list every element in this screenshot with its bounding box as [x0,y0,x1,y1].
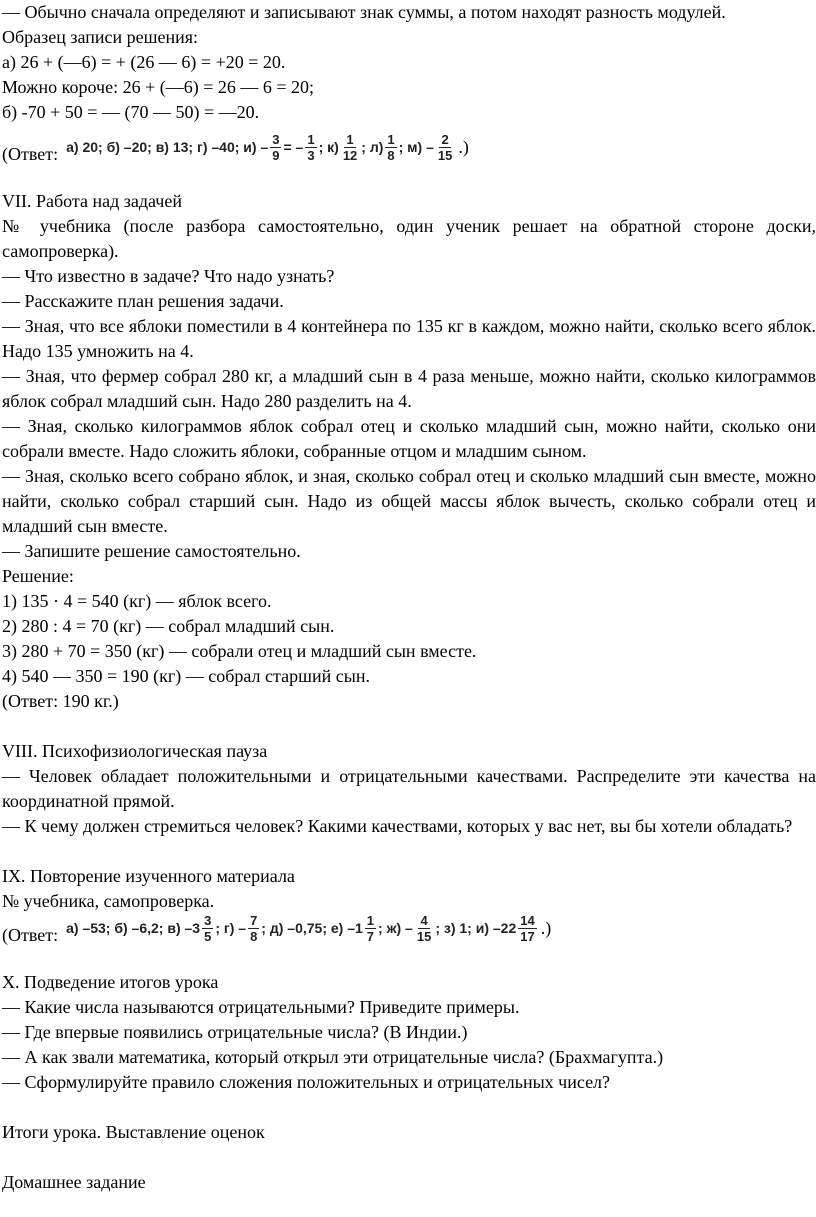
section-7-q1: — Что известно в задаче? Что надо узнать? [2,266,335,286]
section-7-s2: — Зная, что фермер собрал 280 кг, а младший сын в 4 раза меньше, можно найти, сколько килограммов яблок собрал младший сын. Надо 280 разделить на 4. [2,366,816,411]
ans2-b: б) –6,2; [114,920,164,936]
answer-1-math [66,132,469,163]
ans2-g: ; г) – [215,920,247,936]
fraction-3-5: $\frac{3}{5}$ [204,913,212,944]
section-9-intro: № учебника, самопроверка. [2,891,215,911]
section-7-s1: — Зная, что все яблоки поместили в 4 контейнера по 135 кг в каждом, можно найти, сколько всего яблок. Надо 135 умножить на 4. [2,316,816,361]
ans2-zh: ; ж) – [378,920,413,936]
answer-2-open: (Ответ: [2,925,59,945]
fraction-1-8: $\frac{1}{8}$ [387,132,395,163]
answer-2-line [2,914,816,950]
fraction-1-7: $\frac{1}{7}$ [366,913,375,944]
answer-1-line [2,125,816,169]
ans2-z: ; з) 1; и) –22 [435,920,517,936]
fraction-14-17: $\frac{14}{17}$ [520,913,535,944]
example-a: а) 26 + (—6) = + (26 — 6) = +20 = 20. [2,52,286,72]
ans1-m: ; м) – [398,139,434,155]
solution-step-1: 1) 135 · 4 = 540 (кг) — яблок всего. [2,591,272,611]
fraction-2-15: $\frac{2}{15}$ [437,132,453,163]
ans1-close: .) [458,137,469,157]
ans2-e: е) –1 [330,920,363,936]
section-7-s4: — Зная, сколько всего собрано яблок, и зная, сколько собрал отец и сколько младший сын вместе, можно найти, сколько собрал старший сын. Надо из общей массы яблок вычесть, сколько собрали отец и младший сын вместе. [2,466,816,536]
fraction-3-9: $\frac{3}{9}$ [272,132,280,163]
section-7-s5: — Запишите решение самостоятельно. [2,541,301,561]
solution-step-4: 4) 540 — 350 = 190 (кг) — собрал старший сын. [2,666,370,686]
solution-step-3: 3) 280 + 70 = 350 (кг) — собрали отец и младший сын вместе. [2,641,477,661]
ans2-d: ; д) –0,75; [261,920,327,936]
section-10-title: X. Подведение итогов урока [2,972,219,992]
section-10-q1: — Какие числа называются отрицательными? Приведите примеры. [2,997,520,1017]
homework-title: Домашнее задание [2,1172,146,1192]
fraction-1-12: $\frac{1}{12}$ [342,132,358,163]
section-9-title: IX. Повторение изученного материала [2,866,295,886]
section-7-q2: — Расскажите план решения задачи. [2,291,284,311]
section-8-title: VIII. Психофизиологическая пауза [2,741,268,761]
ans2-v: в) –3 [167,920,201,936]
section-8-p2: — К чему должен стремиться человек? Какими качествами, которых у вас нет, вы бы хотели обладать? [2,816,793,836]
ans1-eq: = – [283,139,304,155]
answer-2-math [66,913,551,944]
ans2-a: а) –53; [66,920,111,936]
ans1-k: ; к) [318,139,339,155]
section-10-q3: — А как звали математика, который открыл эти отрицательные числа? (Брахмагупта.) [2,1047,664,1067]
section-7-answer: (Ответ: 190 кг.) [2,691,119,711]
answer-1-open: (Ответ: [2,144,59,164]
solution-step-2: 2) 280 : 4 = 70 (кг) — собрал младший сын. [2,616,335,636]
ans1-i: и) – [243,139,269,155]
ans1-l: ; л) [361,139,384,155]
fraction-4-15: $\frac{4}{15}$ [416,913,432,944]
section-7-s3: — Зная, сколько килограммов яблок собрал отец и сколько младший сын, можно найти, сколько они собрали вместе. Надо сложить яблоки, собранные отцом и младшим сыном. [2,416,816,461]
lesson-results: Итоги урока. Выставление оценок [2,1122,265,1142]
fraction-1-3: $\frac{1}{3}$ [307,132,315,163]
ans1-a: а) 20; [66,139,103,155]
section-10-q2: — Где впервые появились отрицательные числа? (В Индии.) [2,1022,468,1042]
shorter-example: Можно короче: 26 + (—6) = 26 — 6 = 20; [2,77,315,97]
ans1-b: б) –20; [106,139,152,155]
section-7-intro: № учебника (после разбора самостоятельно, один ученик решает на обратной стороне доски, самопроверка). [2,216,816,261]
solution-title: Решение: [2,566,74,586]
fraction-7-8: $\frac{7}{8}$ [250,913,258,944]
ans2-close: .) [540,918,552,938]
ans1-v: в) 13; [155,139,194,155]
example-b: б) -70 + 50 = — (70 — 50) = —20. [2,102,260,122]
section-7-title: VII. Работа над задачей [2,191,182,211]
section-8-p1: — Человек обладает положительными и отрицательными качествами. Распределите эти качества на координатной прямой. [2,766,816,811]
intro-rule: — Обычно сначала определяют и записывают знак суммы, а потом находят разность модулей. [2,2,726,22]
section-10-q4: — Сформулируйте правило сложения положительных и отрицательных чисел? [2,1072,611,1092]
ans1-g: г) –40; [197,139,240,155]
sample-title: Образец записи решения: [2,27,199,47]
